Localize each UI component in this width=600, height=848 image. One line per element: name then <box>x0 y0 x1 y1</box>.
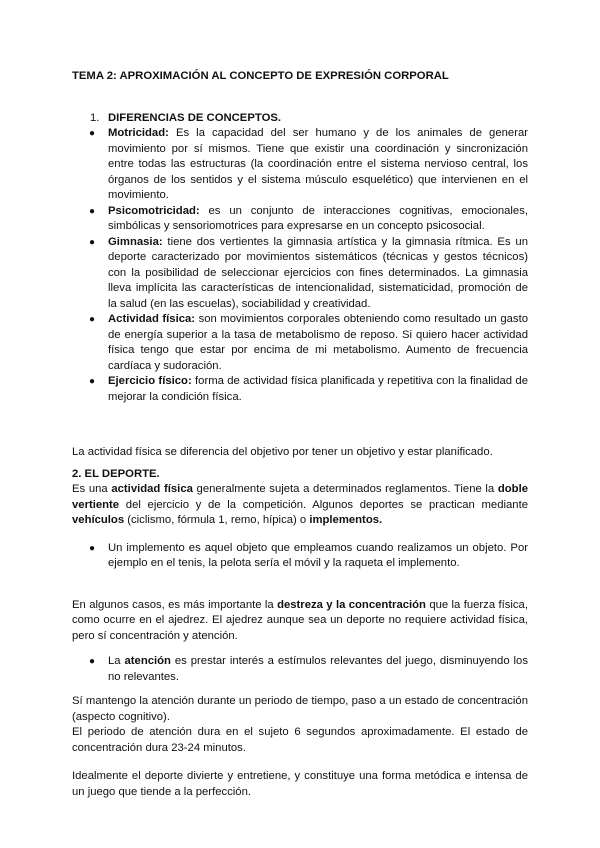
text-run: que la fuerza física, como ocurre en el ajedrez. El ajedrez aunque sea un deporte no requiere actividad física, pero sí concentración y atención. <box>72 598 528 642</box>
section-1-title: DIFERENCIAS DE CONCEPTOS. <box>108 111 282 124</box>
bold-text: Ejercicio físico: <box>108 375 192 387</box>
text-run: Sí mantengo la atención durante un periodo de tiempo, paso a un estado de concentración (aspecto cognitivo). <box>72 695 528 723</box>
text-run: es un conjunto de interacciones cognitivas, emocionales, simbólicas y sensoriomotrices para expresarse en un concepto psicosocial. <box>108 204 528 232</box>
document-title: TEMA 2: APROXIMACIÓN AL CONCEPTO DE EXPRESIÓN CORPORAL <box>72 70 449 82</box>
text-run: La actividad física se diferencia del objetivo por tener un objetivo y estar planificado. <box>72 446 493 458</box>
text-run: Es la capacidad del ser humano y de los animales de generar movimiento por sí mismos. Tiene que existir una coordinación y sincronización entre todas las estructuras (la coordinación entre el sistema nervioso central, los órganos de los sentidos y el sistema músculo esquelético) que intervienen en el movimiento. <box>108 127 528 201</box>
text-run: tiene dos vertientes la gimnasia artística y la gimnasia rítmica. Es un deporte caracterizado por movimientos sistemáticos (técnicas y gestos técnicos) con la posibilidad de seleccionar ejercicios con fines determinados. La gimnasia lleva implícita las características de intencionalidad, sistematicidad, promoción de la salud (en las escuelas), sociabilidad y creatividad. <box>108 235 528 310</box>
text-run: (ciclismo, fórmula 1, remo, hípica) o <box>124 514 310 526</box>
text-run: es prestar interés a estímulos relevantes del juego, disminuyendo los no relevantes. <box>108 655 528 683</box>
text-run: La <box>108 655 125 667</box>
bullet-atencion <box>89 654 528 685</box>
bullet-icon: ● <box>89 205 96 217</box>
text-run: Idealmente el deporte divierte y entretiene, y constituye una forma metódica e intensa de un juego que tiende a la perfección. <box>72 770 528 798</box>
text-run: Es una <box>72 483 112 495</box>
bold-text: destreza y la concentración <box>277 598 426 611</box>
bullet-gimnasia <box>89 235 528 313</box>
section-1-heading <box>90 111 528 127</box>
bullet-ejercicio-fisico <box>89 374 528 405</box>
bullet-implemento <box>89 541 528 572</box>
list-number: 1. <box>90 111 100 124</box>
bullet-icon: ● <box>89 314 96 325</box>
section-2-heading <box>72 467 528 483</box>
conclusion-paragraph <box>72 769 528 800</box>
bold-text: Motricidad: <box>108 127 169 139</box>
bold-text: atención <box>124 655 171 667</box>
text-run: generalmente sujeta a determinados reglamentos. Tiene la <box>192 483 498 495</box>
bold-text: doble vertiente <box>72 483 528 511</box>
bold-text: implementos. <box>309 514 383 526</box>
text-run: En algunos casos, es más importante la <box>72 598 278 611</box>
periodo-paragraph <box>72 725 528 756</box>
bold-text: Actividad física: <box>108 313 196 325</box>
document-page <box>72 69 528 800</box>
bullet-icon: ● <box>89 236 96 248</box>
concentracion-paragraph <box>72 694 528 725</box>
section-2-title: 2. EL DEPORTE. <box>72 467 160 480</box>
bullet-icon: ● <box>89 376 96 387</box>
text-run: Un implemento es aquel objeto que empleamos cuando realizamos un objeto. Por ejemplo en el tenis, la pelota sería el móvil y la raqueta el implemento. <box>108 541 528 569</box>
text-run: son movimientos corporales obteniendo como resultado un gasto de energía superior a la tasa de metabolismo de reposo. Si quiero hacer actividad física tengo que estar por encima de mi metabolismo. Aumento de frecuencia cardíaca y sudoración. <box>108 313 528 372</box>
bullet-icon: ● <box>89 656 96 667</box>
bold-text: actividad física <box>111 483 193 495</box>
bold-text: Psicomotricidad: <box>108 204 200 217</box>
text-run: del ejercicio y de la competición. Algunos deportes se practican mediante <box>119 498 528 511</box>
deporte-intro-paragraph <box>72 482 528 529</box>
note-paragraph <box>72 445 528 461</box>
bullet-psicomotricidad <box>89 204 528 235</box>
text-run: forma de actividad física planificada y repetitiva con la finalidad de mejorar la condición física. <box>108 375 528 403</box>
bold-text: vehículos <box>72 514 125 526</box>
destreza-paragraph <box>72 598 528 645</box>
bullet-motricidad <box>89 126 528 204</box>
text-run: El periodo de atención dura en el sujeto 6 segundos aproximadamente. El estado de concentración dura 23-24 minutos. <box>72 726 528 754</box>
bullet-actividad-fisica <box>89 312 528 374</box>
bullet-icon: ● <box>89 542 96 554</box>
bold-text: Gimnasia: <box>108 235 163 248</box>
bullet-icon: ● <box>89 128 96 139</box>
